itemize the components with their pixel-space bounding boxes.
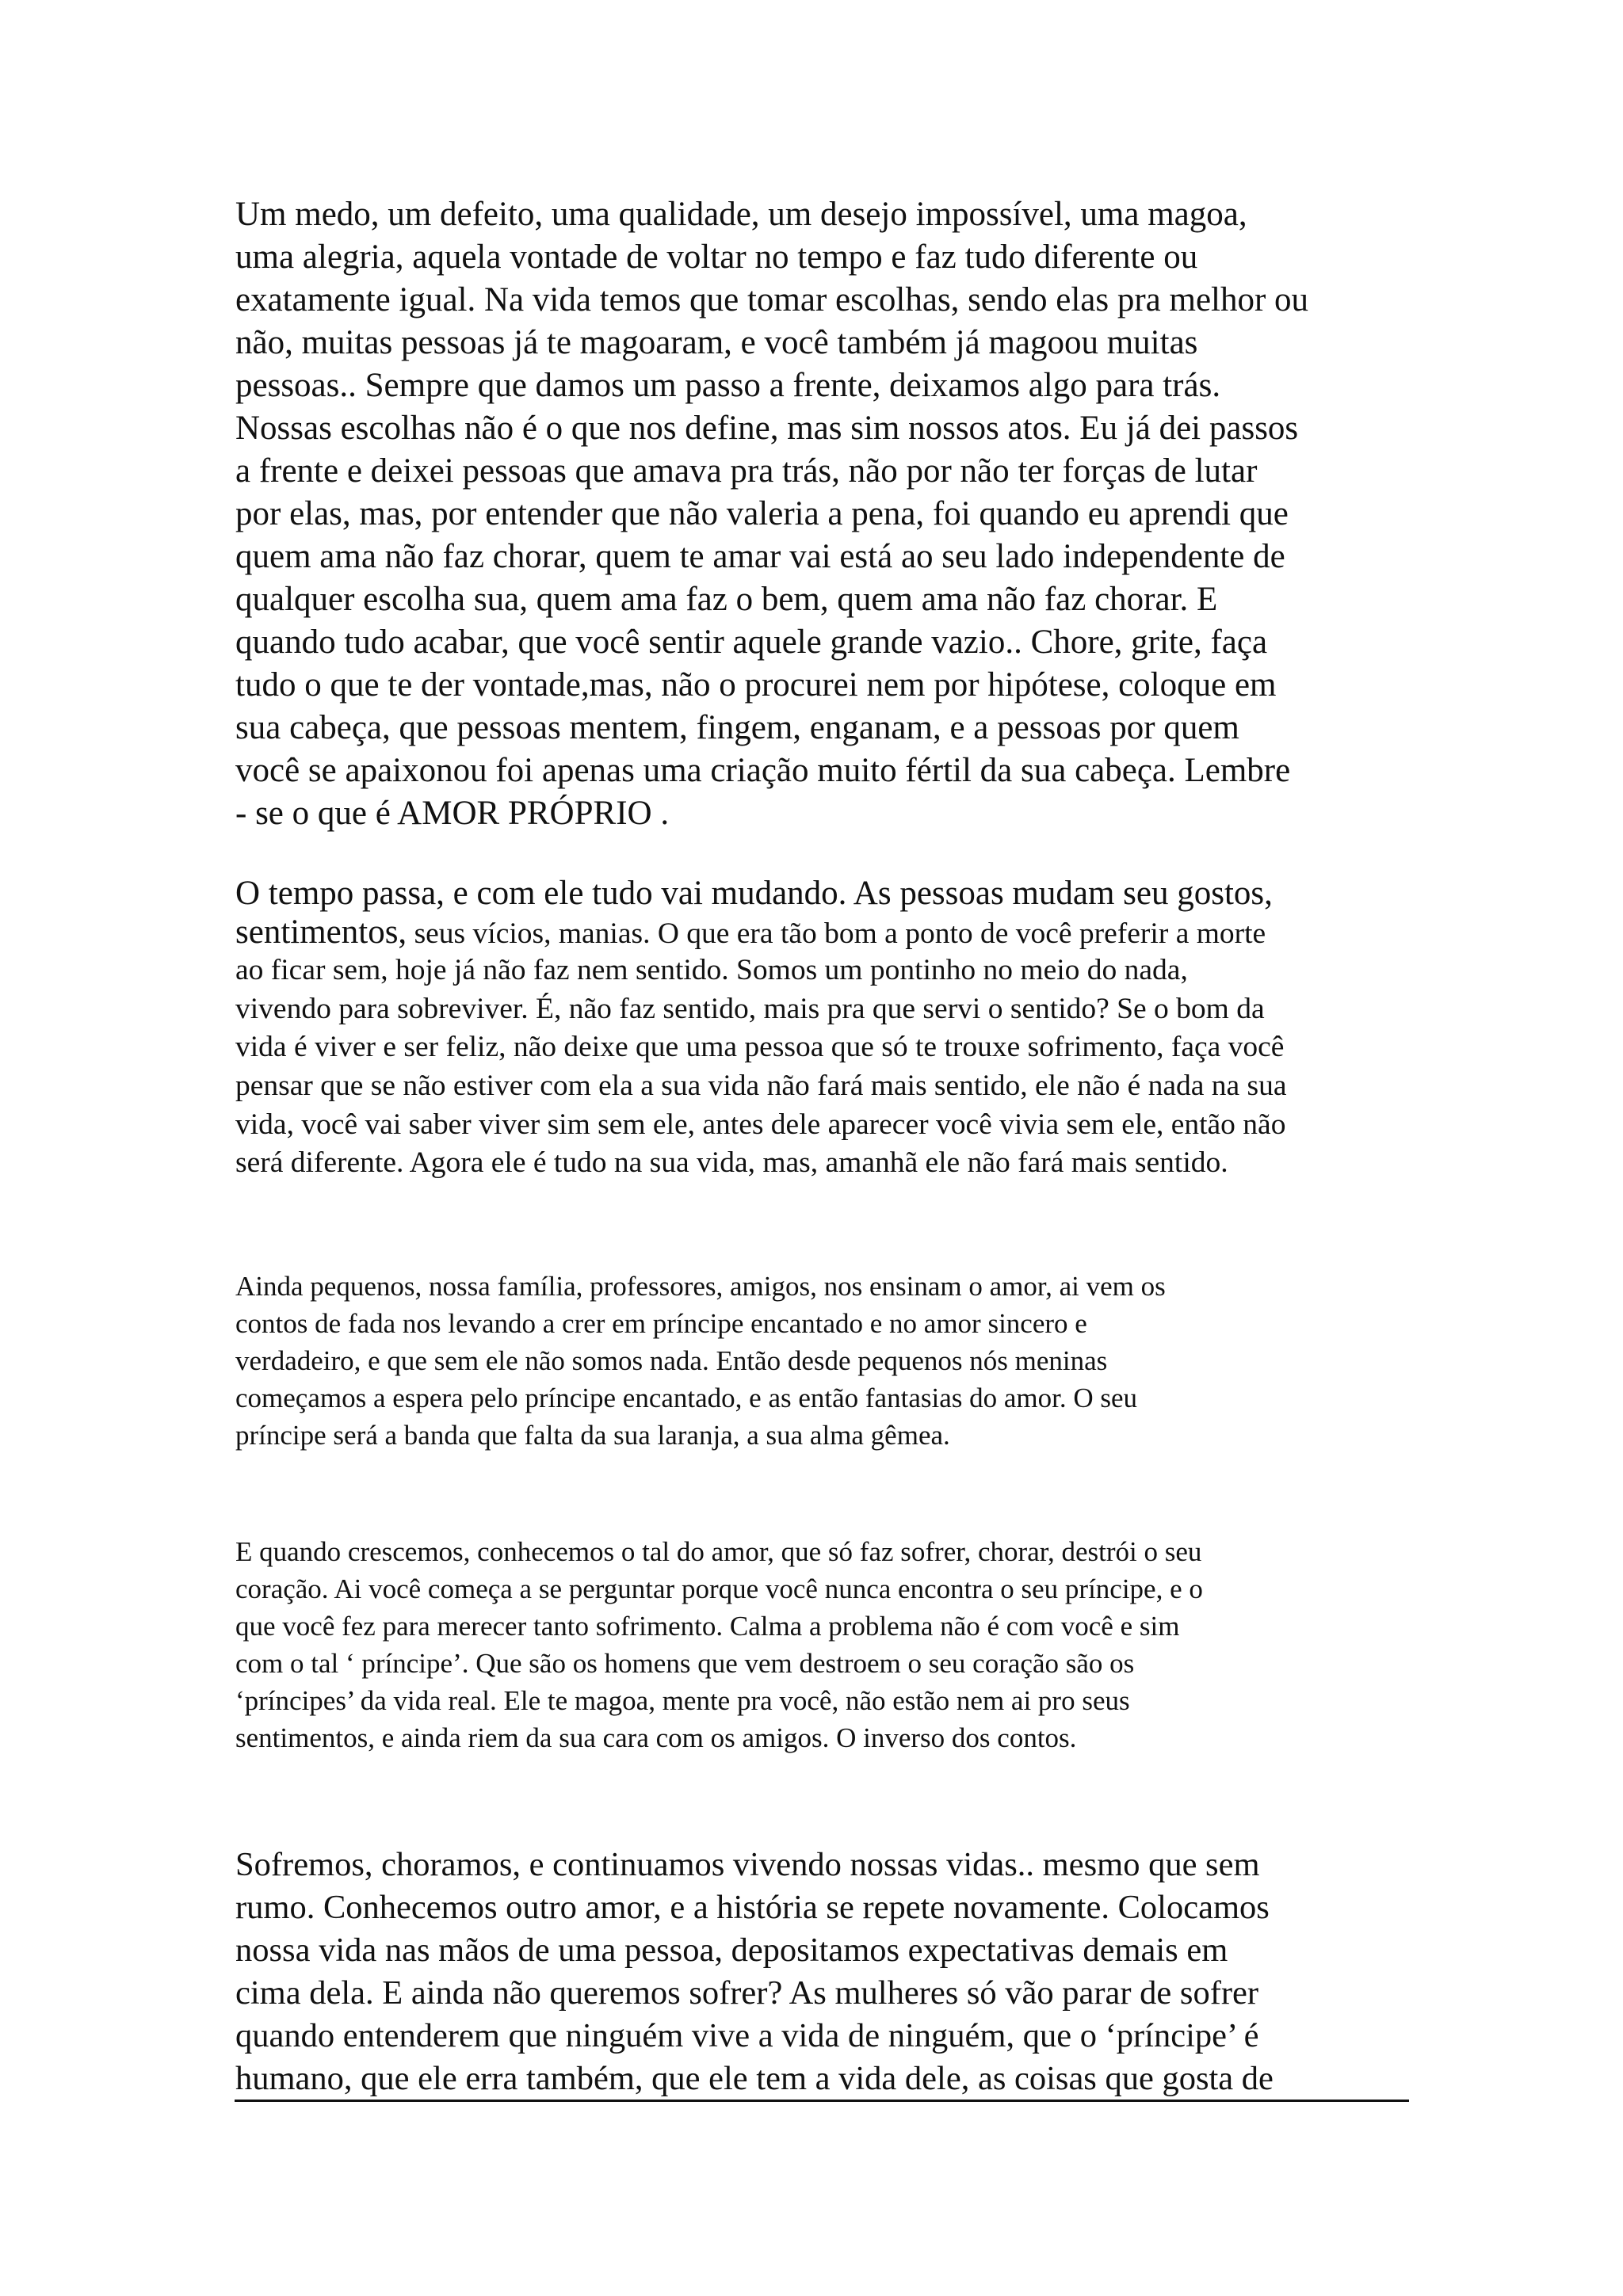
text-line: que você fez para merecer tanto sofrimento. Calma a problema não é com você e sim [235,1611,1180,1642]
text-line: cima dela. E ainda não queremos sofrer? As mulheres só vão parar de sofrer [235,1974,1259,2012]
text-line: Ainda pequenos, nossa família, professores, amigos, nos ensinam o amor, ai vem os [235,1271,1166,1302]
text-line: rumo. Conhecemos outro amor, e a história se repete novamente. Colocamos [235,1889,1270,1926]
text-line: O tempo passa, e com ele tudo vai mudando. As pessoas mudam seu gostos, [235,875,1273,912]
text-line: verdadeiro, e que sem ele não somos nada. Então desde pequenos nós meninas [235,1345,1108,1376]
text-fragment: sentimentos, [235,913,407,951]
text-line: qualquer escolha sua, quem ama faz o bem, quem ama não faz chorar. E [235,581,1218,618]
text-line: não, muitas pessoas já te magoaram, e você também já magoou muitas [235,324,1198,361]
text-line: quando entenderem que ninguém vive a vida de ninguém, que o ‘príncipe’ é [235,2017,1259,2054]
text-line: E quando crescemos, conhecemos o tal do amor, que só faz sofrer, chorar, destrói o seu [235,1536,1202,1567]
text-line: uma alegria, aquela vontade de voltar no tempo e faz tudo diferente ou [235,238,1198,276]
text-line: Sofremos, choramos, e continuamos vivendo nossas vidas.. mesmo que sem [235,1846,1260,1883]
paragraph-quando-crescemos [235,1533,1408,1756]
text-line: pessoas.. Sempre que damos um passo a frente, deixamos algo para trás. [235,367,1221,404]
text-line: Nossas escolhas não é o que nos define, mas sim nossos atos. Eu já dei passos [235,410,1299,447]
paragraph-sofremos [235,1844,1408,2100]
paragraph-ainda-pequenos [235,1268,1408,1454]
text-line: coração. Ai você começa a se perguntar porque você nunca encontra o seu príncipe, e o [235,1573,1203,1604]
text-line: Um medo, um defeito, uma qualidade, um desejo impossível, uma magoa, [235,196,1247,233]
text-line: quando tudo acabar, que você sentir aquele grande vazio.. Chore, grite, faça [235,624,1268,661]
text-line: contos de fada nos levando a crer em príncipe encantado e no amor sincero e [235,1308,1087,1339]
text-line: com o tal ‘ príncipe’. Que são os homens que vem destroem o seu coração são os [235,1648,1135,1679]
text-line: exatamente igual. Na vida temos que tomar escolhas, sendo elas pra melhor ou [235,281,1309,318]
text-line: vivendo para sobreviver. É, não faz sentido, mais pra que servi o sentido? Se o bom da [235,992,1265,1025]
text-line: sua cabeça, que pessoas mentem, fingem, enganam, e a pessoas por quem [235,709,1239,746]
text-line: vida, você vai saber viver sim sem ele, antes dele aparecer você vivia sem ele, então não [235,1108,1286,1141]
underline-divider [235,2100,1409,2102]
text-line: príncipe será a banda que falta da sua laranja, a sua alma gêmea. [235,1420,950,1451]
text-line: vida é viver e ser feliz, não deixe que uma pessoa que só te trouxe sofrimento, faça você [235,1031,1285,1064]
text-line: começamos a espera pelo príncipe encantado, e as então fantasias do amor. O seu [235,1383,1138,1413]
text-line: tudo o que te der vontade,mas, não o procurei nem por hipótese, coloque em [235,666,1277,704]
text-line: nossa vida nas mãos de uma pessoa, depositamos expectativas demais em [235,1932,1228,1969]
text-line: sentimentos, e ainda riem da sua cara com os amigos. O inverso dos contos. [235,1722,1077,1753]
text-line: - se o que é AMOR PRÓPRIO . [235,795,670,832]
text-line: você se apaixonou foi apenas uma criação muito fértil da sua cabeça. Lembre [235,752,1291,789]
text-line: quem ama não faz chorar, quem te amar vai está ao seu lado independente de [235,538,1285,575]
paragraph-o-tempo-passa [235,875,1408,1183]
text-line-mixed [235,913,1408,952]
text-line: será diferente. Agora ele é tudo na sua vida, mas, amanhã ele não fará mais sentido. [235,1146,1228,1180]
paragraph-amor-proprio [235,193,1408,835]
text-line: pensar que se não estiver com ela a sua vida não fará mais sentido, ele não é nada na sua [235,1069,1287,1102]
text-line: por elas, mas, por entender que não valeria a pena, foi quando eu aprendi que [235,495,1289,532]
text-line: ao ficar sem, hoje já não faz nem sentido. Somos um pontinho no meio do nada, [235,954,1188,987]
text-fragment: seus vícios, manias. O que era tão bom a ponto de você preferir a morte [407,917,1266,950]
text-line: humano, que ele erra também, que ele tem a vida dele, as coisas que gosta de [235,2060,1274,2097]
text-line: a frente e deixei pessoas que amava pra trás, não por não ter forças de lutar [235,452,1258,490]
text-line: ‘príncipes’ da vida real. Ele te magoa, mente pra você, não estão nem ai pro seus [235,1685,1130,1716]
